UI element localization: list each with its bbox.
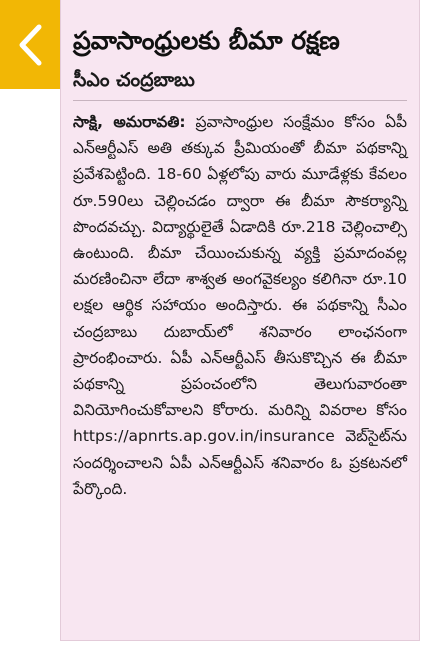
divider (73, 100, 407, 101)
article-dateline: సాక్షి, అమరావతి: (73, 113, 186, 131)
article-headline: ప్రవాసాంధ్రులకు బీమా రక్షణ (73, 26, 340, 55)
article-body-text: ప్రవాసాంధ్రుల సంక్షేమం కోసం ఏపీ ఎన్‌ఆర్టీఎస్ అతి తక్కువ ప్రీమియంతో బీమా పథకాన్ని ప్రవేశపెట్టింది. 18-60 ఏళ్లలోపు వారు మూడేళ్లకు కేవలం రూ.590లు చెల్లించడం ద్వారా ఈ బీమా సౌకర్యాన్ని పొందవచ్చు. విద్యార్థులైతే ఏడాదికి రూ.218 చెల్లించాల్సి ఉంటుంది. బీమా చేయించుకున్న వ్యక్తి ప్రమాదంవల్ల మరణించినా లేదా శాశ్వత అంగవైకల్యం కలిగినా రూ.10 లక్షల ఆర్థిక సహాయం అందిస్తారు. ఈ పథకాన్ని సీఎం చంద్రబాబు దుబాయ్‌లో శనివారం లాంఛనంగా ప్రారంభించారు. ఏపీ ఎన్‌ఆర్టీఎస్ తీసుకొచ్చిన ఈ బీమా పథకాన్ని ప్రపంచంలోని తెలుగువారంతా వినియోగించుకోవాలని కోరారు. మరిన్ని వివరాల కోసం (73, 113, 407, 420)
chevron-left-icon (15, 23, 45, 67)
news-clipping (60, 0, 420, 641)
insurance-url: https://apnrts.ap.gov.in/insurance (73, 427, 335, 446)
article-body-text-end: వెబ్‌సైట్‌ను సందర్శించాలని ఏపీ ఎన్‌ఆర్టీఎస్ శనివారం ఓ ప్రకటనలో పేర్కొంది. (73, 427, 407, 498)
article-subheadline: సీఎం చంద్రబాబు (73, 69, 195, 91)
back-button[interactable] (0, 0, 60, 89)
article-body (73, 109, 407, 502)
